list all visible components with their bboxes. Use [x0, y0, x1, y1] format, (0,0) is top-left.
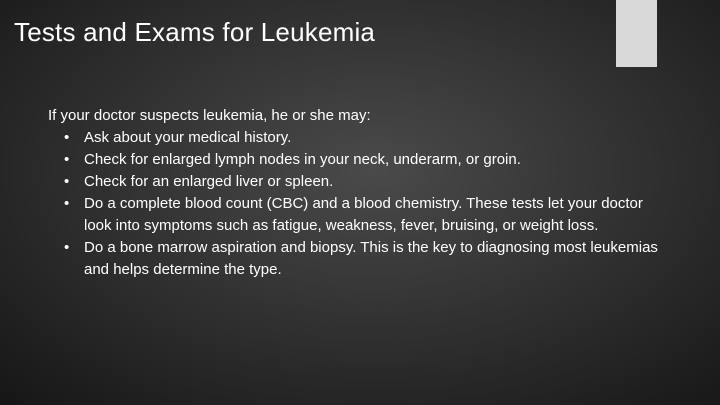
bullet-text: Check for an enlarged liver or spleen. [84, 173, 334, 190]
bullet-item-liver-spleen [48, 171, 688, 193]
bullet-text: Do a complete blood count (CBC) and a blood chemistry. These tests let your doctor look into symptoms such as fatigue, weakness, fever, bruising, or weight loss. [84, 195, 643, 234]
bullet-icon: • [64, 151, 70, 168]
bullet-icon: • [64, 195, 70, 212]
bullet-icon: • [64, 173, 70, 190]
intro-text: If your doctor suspects leukemia, he or she may: [48, 107, 371, 124]
bullet-item-lymph-nodes [48, 149, 688, 171]
bullet-item-bone-marrow [48, 237, 688, 281]
bullet-item-blood-count [48, 193, 688, 237]
slide-body [48, 105, 688, 281]
bullet-text: Do a bone marrow aspiration and biopsy. This is the key to diagnosing most leukemias and helps determine the type. [84, 239, 658, 278]
slide-title: Tests and Exams for Leukemia [14, 17, 376, 47]
bullet-text: Ask about your medical history. [84, 129, 292, 146]
bullet-item-medical-history [48, 127, 688, 149]
bullet-text: Check for enlarged lymph nodes in your neck, underarm, or groin. [84, 151, 521, 168]
bullet-list [48, 127, 688, 281]
bullet-icon: • [64, 129, 70, 146]
bullet-icon: • [64, 239, 70, 256]
accent-block [616, 0, 657, 67]
